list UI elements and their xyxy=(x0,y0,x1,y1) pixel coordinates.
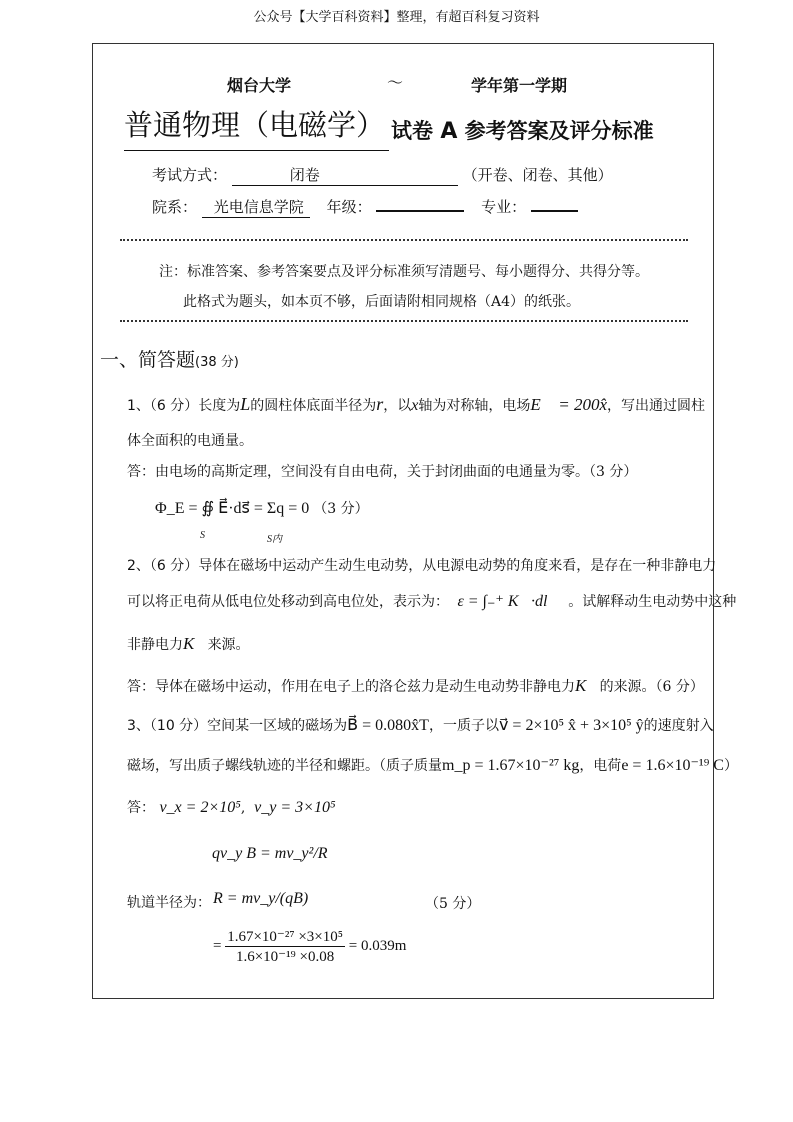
q1-formula: Φ_E = ∯ E⃗·ds⃗ = Σq = 0 （3 分） xyxy=(155,500,369,517)
q3-eq-radius-points: （5 分） xyxy=(425,896,481,912)
section-heading: 一、简答题(38 分) xyxy=(100,349,239,371)
course-title: 普通物理（电磁学） xyxy=(124,103,389,151)
q1-line1: 1、（6 分）长度为L的圆柱体底面半径为r，以x轴为对称轴，电场E⃗ = 200x̂，写出通过圆柱 xyxy=(127,394,706,414)
major-label: 专业： xyxy=(481,198,527,216)
dept-label: 院系： xyxy=(152,198,198,216)
q2-line1: 2、（6 分）导体在磁场中运动产生动生电动势，从电源电动势的角度来看，是存在一种非静电力 xyxy=(127,558,717,574)
dept-value: 光电信息学院 xyxy=(202,196,310,218)
term-label: 学年第一学期 xyxy=(471,76,568,95)
note-line-1: 注：标准答案、参考答案要点及评分标准须写清题号、每小题得分、共得分等。 xyxy=(159,264,649,280)
q1-sub-s: S xyxy=(200,530,205,541)
dotted-divider-bottom xyxy=(120,320,688,322)
exam-subtitle: 试卷 A 参考答案及评分标准 xyxy=(391,119,654,144)
grade-value xyxy=(376,196,464,212)
q1-sub-s-inner: S内 xyxy=(267,534,282,545)
q3-line1: 3、（10 分）空间某一区域的磁场为B⃗ = 0.080x̂T，一质子以v⃗ = 2×10⁵ x̂ + 3×10⁵ ŷ的速度射入 xyxy=(127,717,714,734)
q1-answer: 答：由电场的高斯定理，空间没有自由电荷，关于封闭曲面的电通量为零。（3 分） xyxy=(127,464,638,480)
exam-mode-label: 考试方式： xyxy=(152,166,228,184)
dotted-divider-top xyxy=(120,239,688,241)
q3-eq-result: = $\frac{\text{1.67×10⁻²⁷ ×3×10⁵}}{\text{1.6×10⁻¹⁹ ×0.08}}$ = 0.039m xyxy=(213,929,407,965)
grade-label: 年级： xyxy=(326,198,372,216)
q1-line2: 体全面积的电通量。 xyxy=(127,433,253,449)
q3-line2: 磁场，写出质子螺线轨迹的半径和螺距。（质子质量m_p = 1.67×10⁻²⁷ kg，电荷e = 1.6×10⁻¹⁹ C） xyxy=(127,757,738,774)
q3-answer-velocities: 答： v_x = 2×10⁵, v_y = 3×10⁵ xyxy=(127,799,336,816)
q2-line3: 非静电力K⃗来源。 xyxy=(127,634,250,653)
exam-mode-options: （开卷、闭卷、其他） xyxy=(462,166,613,184)
watermark-note: 公众号【大学百科资料】整理，有超百科复习资料 xyxy=(253,10,540,25)
year-tilde: ～ xyxy=(387,73,404,92)
q2-answer: 答：导体在磁场中运动，作用在电子上的洛仑兹力是动生电动势非静电力K⃗的来源。（6 分） xyxy=(127,676,704,695)
university-name: 烟台大学 xyxy=(227,76,292,95)
answer-sheet-frame xyxy=(92,43,717,999)
note-line-2: 此格式为题头，如本页不够，后面请附相同规格（A4）的纸张。 xyxy=(183,294,581,310)
q3-eq-force: qv_y B = mv_y²/R xyxy=(212,845,328,862)
exam-mode-row xyxy=(152,164,613,186)
q3-radius-label: 轨道半径为： xyxy=(127,895,211,911)
q2-line2: 可以将正电荷从低电位处移动到高电位处，表示为： ε = ∫₋⁺ K⃗·dl⃗ 。试解释动生电动势中这种 xyxy=(127,593,737,610)
exam-mode-value: 闭卷 xyxy=(232,164,458,186)
department-row xyxy=(152,196,578,218)
major-value xyxy=(531,196,578,212)
q3-eq-radius: R = mv_y/(qB) xyxy=(213,890,309,907)
